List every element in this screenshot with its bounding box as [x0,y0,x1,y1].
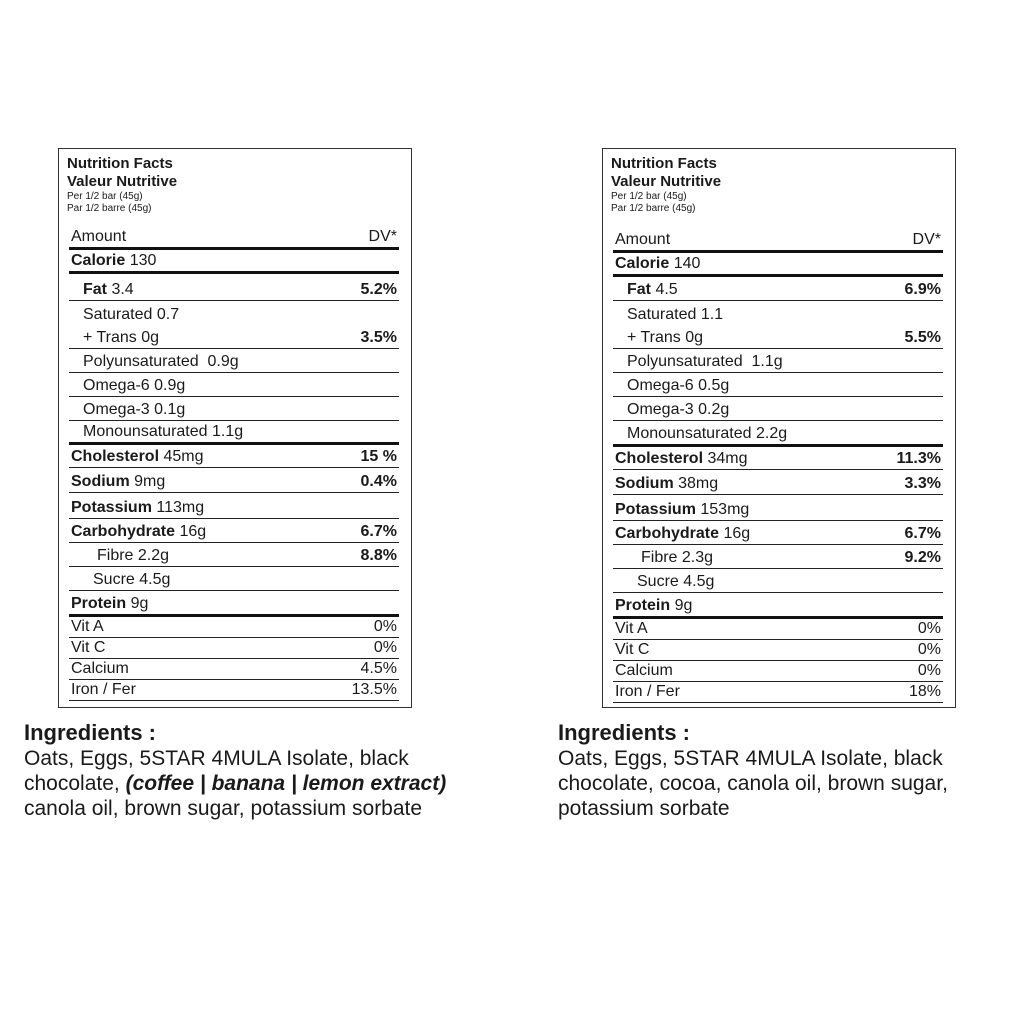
potassium-row [69,493,399,519]
fibre-dv: 8.8% [360,547,397,564]
cholesterol-label: Cholesterol [71,448,160,465]
vit-a-dv: 0% [917,620,941,637]
vit-a-label: Vit A [615,620,648,637]
sucre-row [69,567,399,591]
carbohydrate-value: 16g [723,525,751,542]
fat-dv: 6.9% [904,281,941,298]
monounsaturated-label: Monounsaturated [83,423,208,440]
ingredients-flavours: (coffee | banana | lemon extract) [125,772,447,795]
protein-value: 9g [130,595,149,612]
sucre-label: Sucre [93,571,135,588]
title-fr: Valeur Nutritive [67,173,178,190]
trans-dv: 5.5% [904,329,941,346]
vit-c-dv: 0% [373,639,397,656]
fat-label: Fat [83,281,107,298]
polyunsaturated-row [69,349,399,373]
calorie-value: 130 [129,252,157,269]
saturated-label: Saturated [83,306,153,323]
cholesterol-value: 34mg [707,450,748,467]
iron-dv: 18% [908,683,941,700]
sodium-label: Sodium [71,473,130,490]
sucre-row [613,569,943,593]
ingredients-block [558,720,1018,821]
ingredients-text: Oats, Eggs, 5STAR 4MULA Isolate, black chocolate, cocoa, canola oil, brown sugar, potassium sorbate [558,747,948,820]
amount-header-row [69,226,399,250]
label-header [611,155,721,215]
saturated-label: Saturated [627,306,697,323]
iron-label: Iron / Fer [615,683,680,700]
calorie-label: Calorie [615,255,670,272]
cholesterol-dv: 15 % [360,448,397,465]
dv-header: DV* [368,228,397,245]
nutrition-panel-right [558,148,956,820]
ingredients-part1: Oats, Eggs, 5STAR 4MULA Isolate, black chocolate, [24,747,409,795]
sucre-value: 4.5g [139,571,171,588]
fat-label: Fat [627,281,651,298]
sodium-value: 9mg [134,473,166,490]
cholesterol-label: Cholesterol [615,450,704,467]
sucre-value: 4.5g [683,573,715,590]
ingredients-title: Ingredients : [558,720,691,745]
monounsaturated-value: 2.2g [755,425,788,442]
sodium-value: 38mg [678,475,719,492]
protein-label: Protein [71,595,127,612]
carbohydrate-row [69,519,399,543]
vit-c-dv: 0% [917,641,941,658]
calcium-row [613,661,943,682]
cholesterol-dv: 11.3% [896,450,941,467]
trans-row [69,325,399,349]
calcium-dv: 0% [917,662,941,679]
potassium-value: 153mg [700,501,750,518]
iron-row [69,680,399,701]
cholesterol-row [613,447,943,470]
calorie-value: 140 [673,255,701,272]
ingredients-part2: canola oil, brown sugar, potassium sorbate [24,797,423,820]
sodium-label: Sodium [615,475,674,492]
vit-a-dv: 0% [373,618,397,635]
label-header [67,155,177,215]
omega6-row [69,373,399,397]
amount-header: Amount [71,228,127,245]
potassium-row [613,495,943,521]
fibre-row [613,545,943,569]
amount-header-row [613,229,943,253]
serving-en: Per 1/2 bar (45g) [67,191,143,202]
ingredients-text [24,746,504,821]
omega6-value: 0.5g [698,377,730,394]
vit-a-row [69,617,399,638]
fat-row [613,277,943,301]
trans-value: 0g [685,329,704,346]
monounsaturated-row [613,421,943,447]
carbohydrate-label: Carbohydrate [615,525,720,542]
omega3-row [613,397,943,421]
fat-value: 3.4 [111,281,134,298]
potassium-label: Potassium [615,501,696,518]
iron-row [613,682,943,703]
vit-a-row [613,619,943,640]
protein-label: Protein [615,597,671,614]
saturated-value: 1.1 [700,306,724,323]
sodium-row [613,470,943,495]
polyunsaturated-value: 1.1g [751,353,783,370]
iron-label: Iron / Fer [71,681,136,698]
omega3-label: Omega-3 [627,401,694,418]
omega6-label: Omega-6 [83,377,150,394]
vit-c-row [613,640,943,661]
saturated-row [613,301,943,325]
fibre-value: 2.3g [681,549,714,566]
dv-header: DV* [912,231,941,248]
iron-dv: 13.5% [351,681,397,698]
calorie-row [69,250,399,274]
serving-en: Per 1/2 bar (45g) [611,191,687,202]
potassium-label: Potassium [71,499,152,516]
ingredients-block [24,720,504,821]
monounsaturated-value: 1.1g [211,423,244,440]
saturated-row [69,301,399,325]
sodium-dv: 0.4% [360,473,397,490]
fibre-label: Fibre [641,549,678,566]
trans-label: + Trans [83,329,137,346]
protein-value: 9g [674,597,693,614]
carbohydrate-row [613,521,943,545]
fat-dv: 5.2% [360,281,397,298]
polyunsaturated-label: Polyunsaturated [83,353,199,370]
monounsaturated-label: Monounsaturated [627,425,752,442]
fibre-dv: 9.2% [904,549,941,566]
sodium-row [69,468,399,493]
sucre-label: Sucre [637,573,679,590]
vit-c-row [69,638,399,659]
saturated-value: 0.7 [156,306,180,323]
omega6-value: 0.9g [154,377,186,394]
serving-fr: Par 1/2 barre (45g) [67,203,152,214]
potassium-value: 113mg [156,499,205,516]
vit-a-label: Vit A [71,618,104,635]
nutrition-facts-label [58,148,412,708]
calcium-row [69,659,399,680]
trans-dv: 3.5% [360,329,397,346]
fibre-value: 2.2g [137,547,170,564]
polyunsaturated-row [613,349,943,373]
omega6-label: Omega-6 [627,377,694,394]
calcium-label: Calcium [615,662,673,679]
sodium-dv: 3.3% [904,475,941,492]
serving-fr: Par 1/2 barre (45g) [611,203,696,214]
omega3-value: 0.1g [154,401,186,418]
protein-row [613,593,943,619]
vit-c-label: Vit C [71,639,106,656]
nutrition-panel-left [24,148,447,820]
omega6-row [613,373,943,397]
vit-c-label: Vit C [615,641,650,658]
omega3-value: 0.2g [698,401,730,418]
title-en: Nutrition Facts [67,155,173,172]
cholesterol-value: 45mg [163,448,204,465]
monounsaturated-row [69,421,399,445]
amount-header: Amount [615,231,671,248]
cholesterol-row [69,445,399,468]
trans-value: 0g [141,329,160,346]
polyunsaturated-value: 0.9g [207,353,239,370]
omega3-row [69,397,399,421]
omega3-label: Omega-3 [83,401,150,418]
carbohydrate-dv: 6.7% [904,525,941,542]
calcium-dv: 4.5% [360,660,397,677]
calorie-label: Calorie [71,252,126,269]
trans-row [613,325,943,349]
nutrient-rows [613,229,943,703]
calorie-row [613,253,943,277]
nutrient-rows [69,226,399,701]
carbohydrate-dv: 6.7% [360,523,397,540]
fibre-label: Fibre [97,547,134,564]
polyunsaturated-label: Polyunsaturated [627,353,743,370]
nutrition-facts-label [602,148,956,708]
fat-row [69,274,399,301]
trans-label: + Trans [627,329,681,346]
fibre-row [69,543,399,567]
title-fr: Valeur Nutritive [611,173,722,190]
fat-value: 4.5 [655,281,678,298]
ingredients-title: Ingredients : [24,720,157,745]
protein-row [69,591,399,617]
calcium-label: Calcium [71,660,129,677]
title-en: Nutrition Facts [611,155,717,172]
carbohydrate-label: Carbohydrate [71,523,176,540]
carbohydrate-value: 16g [179,523,207,540]
